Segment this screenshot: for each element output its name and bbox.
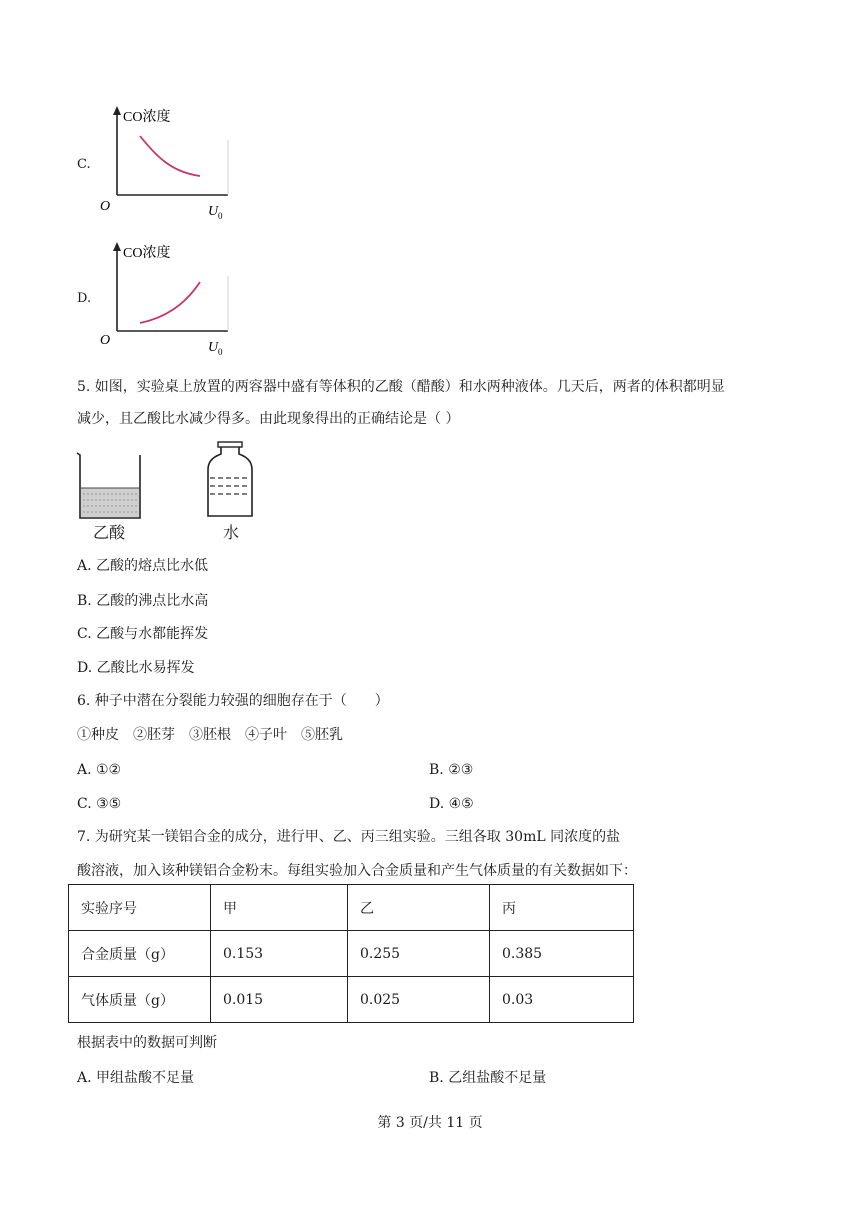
x-axis-subscript: 0 xyxy=(218,347,223,357)
q6-option-d: D. ④⑤ xyxy=(429,796,474,812)
q5-figure-label-water: 水 xyxy=(223,523,240,542)
table-cell: 乙 xyxy=(348,885,490,931)
x-axis-label: U xyxy=(208,204,219,219)
table-row xyxy=(69,977,634,1023)
q5-option-d: D. 乙酸比水易挥发 xyxy=(77,660,195,676)
table-row xyxy=(69,931,634,977)
table-row xyxy=(69,885,634,931)
table-cell: 0.015 xyxy=(211,977,348,1023)
x-axis-subscript: 0 xyxy=(218,211,223,221)
table-cell: 合金质量（g） xyxy=(69,931,211,977)
q7-stem-line2: 酸溶液，加入该种镁铝合金粉末。每组实验加入合金质量和产生气体质量的有关数据如下： xyxy=(77,863,637,879)
q6-option-b: B. ②③ xyxy=(429,762,474,778)
table-cell: 0.153 xyxy=(211,931,348,977)
table-cell: 0.255 xyxy=(348,931,490,977)
q7-data-table xyxy=(68,884,634,1023)
q5-option-b: B. 乙酸的沸点比水高 xyxy=(77,593,209,609)
y-axis-arrow xyxy=(113,242,121,251)
q6-stem: 6. 种子中潜在分裂能力较强的细胞存在于（ ） xyxy=(77,693,389,709)
table-cell: 实验序号 xyxy=(69,885,211,931)
q7-stem-line1: 7. 为研究某一镁铝合金的成分，进行甲、乙、丙三组实验。三组各取 30mL 同浓度的盐 xyxy=(77,829,621,845)
curve-increasing xyxy=(140,282,200,323)
q6-option-a: A. ①② xyxy=(77,762,122,778)
q7-option-a: A. 甲组盐酸不足量 xyxy=(77,1070,195,1086)
origin-label: O xyxy=(100,333,111,348)
q5-option-a: A. 乙酸的熔点比水低 xyxy=(77,558,209,574)
q6-option-c: C. ③⑤ xyxy=(77,796,122,812)
table-cell: 0.03 xyxy=(490,977,634,1023)
q5-figure-label-acetic-acid: 乙酸 xyxy=(93,523,126,542)
y-axis-arrow xyxy=(113,106,121,115)
page-footer: 第 3 页/共 11 页 xyxy=(377,1115,483,1131)
table-cell: 甲 xyxy=(211,885,348,931)
table-cell: 0.385 xyxy=(490,931,634,977)
beaker-icon xyxy=(77,453,140,518)
table-cell: 0.025 xyxy=(348,977,490,1023)
table-cell: 丙 xyxy=(490,885,634,931)
q5-stem-line1: 5. 如图，实验桌上放置的两容器中盛有等体积的乙酸（醋酸）和水两种液体。几天后，两者的体积都明显 xyxy=(77,379,725,395)
y-axis-label: CO浓度 xyxy=(123,110,171,125)
q6-items: ①种皮 ②胚芽 ③胚根 ④子叶 ⑤胚乳 xyxy=(77,727,343,743)
table-cell: 气体质量（g） xyxy=(69,977,211,1023)
q7-after-table: 根据表中的数据可判断 xyxy=(77,1035,217,1051)
bottle-icon xyxy=(208,442,252,516)
origin-label: O xyxy=(100,199,111,214)
co-concentration-graph-c xyxy=(96,100,236,222)
option-d-label: D. xyxy=(77,291,92,306)
x-axis-label: U xyxy=(208,340,219,355)
y-axis-label: CO浓度 xyxy=(123,246,171,261)
curve-decreasing xyxy=(140,136,200,176)
q5-stem-line2: 减少，且乙酸比水减少得多。由此现象得出的正确结论是（ ） xyxy=(77,411,460,427)
option-c-label: C. xyxy=(77,157,91,172)
q5-option-c: C. 乙酸与水都能挥发 xyxy=(77,626,209,642)
co-concentration-graph-d xyxy=(96,236,236,358)
q7-option-b: B. 乙组盐酸不足量 xyxy=(429,1070,547,1086)
